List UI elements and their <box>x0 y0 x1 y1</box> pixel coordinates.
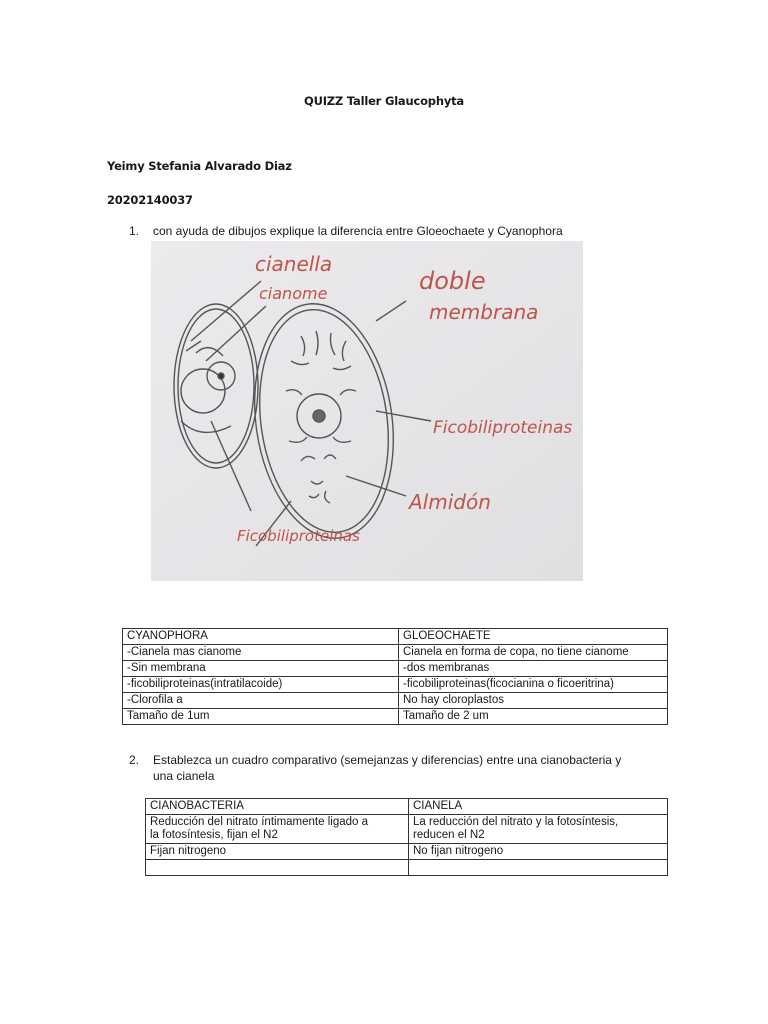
label-doble: doble <box>419 267 486 295</box>
table-cell <box>146 815 409 844</box>
table-header-cell: CIANOBACTERIA <box>146 799 409 815</box>
table-cell-line: la fotosíntesis, fijan el N2 <box>150 829 278 841</box>
table-cell-line: Reducción del nitrato íntimamente ligado a <box>150 816 368 828</box>
label-ficobiliproteinas-right: Ficobiliproteinas <box>433 418 573 438</box>
table-cell: Tamaño de 2 um <box>399 709 668 725</box>
question-2-text-line-1: Establezca un cuadro comparativo (semejanzas y diferencias) entre una cianobacteria y <box>153 753 622 767</box>
table-cell <box>409 815 668 844</box>
label-ficobiliproteinas-bottom: Ficobiliproteinas <box>237 527 360 545</box>
author-name: Yeimy Stefania Alvarado Diaz <box>107 159 292 173</box>
table-row <box>146 860 668 876</box>
table-cell: No fijan nitrogeno <box>409 844 668 860</box>
table-cell: Fijan nitrogeno <box>146 844 409 860</box>
table-header-cell: CYANOPHORA <box>123 629 399 645</box>
table-cell: -dos membranas <box>399 661 668 677</box>
table-header-row <box>123 629 668 645</box>
table-row <box>123 661 668 677</box>
label-cianome: cianome <box>259 284 328 303</box>
question-2-text-line-2: una cianela <box>153 769 215 783</box>
question-1-number: 1. <box>129 224 140 238</box>
table-header-cell: GLOEOCHAETE <box>399 629 668 645</box>
table-cell: No hay cloroplastos <box>399 693 668 709</box>
table-cell <box>409 860 668 876</box>
label-cianella: cianella <box>255 252 333 276</box>
table-cell: Tamaño de 1um <box>123 709 399 725</box>
document-title: QUIZZ Taller Glaucophyta <box>304 94 464 108</box>
question-2-number: 2. <box>129 753 140 767</box>
table-row <box>146 815 668 844</box>
question-1-text: con ayuda de dibujos explique la diferencia entre Gloeochaete y Cyanophora <box>153 224 563 238</box>
comparison-table-cyanophora-gloeochaete <box>122 628 668 725</box>
table-cell: -Cianela mas cianome <box>123 645 399 661</box>
cell-drawing <box>151 241 583 581</box>
table-row <box>123 693 668 709</box>
student-id: 20202140037 <box>107 193 193 207</box>
table-header-row <box>146 799 668 815</box>
table-cell: -Sin membrana <box>123 661 399 677</box>
table-cell: Cianela en forma de copa, no tiene cianome <box>399 645 668 661</box>
table-cell <box>146 860 409 876</box>
table-header-cell: CIANELA <box>409 799 668 815</box>
table-cell-line: reducen el N2 <box>413 829 485 841</box>
comparison-table-cianobacteria-cianela <box>145 798 668 876</box>
table-cell: -ficobiliproteinas(intratilacoide) <box>123 677 399 693</box>
table-row <box>123 645 668 661</box>
table-cell: -Clorofila a <box>123 693 399 709</box>
table-cell: -ficobiliproteinas(ficocianina o ficoeritrina) <box>399 677 668 693</box>
table-row <box>123 677 668 693</box>
hand-drawn-diagram-photo <box>151 241 583 581</box>
label-membrana: membrana <box>429 300 539 324</box>
table-row <box>123 709 668 725</box>
table-row <box>146 844 668 860</box>
label-almidon: Almidón <box>409 490 491 514</box>
table-cell-line: La reducción del nitrato y la fotosíntesis, <box>413 816 619 828</box>
